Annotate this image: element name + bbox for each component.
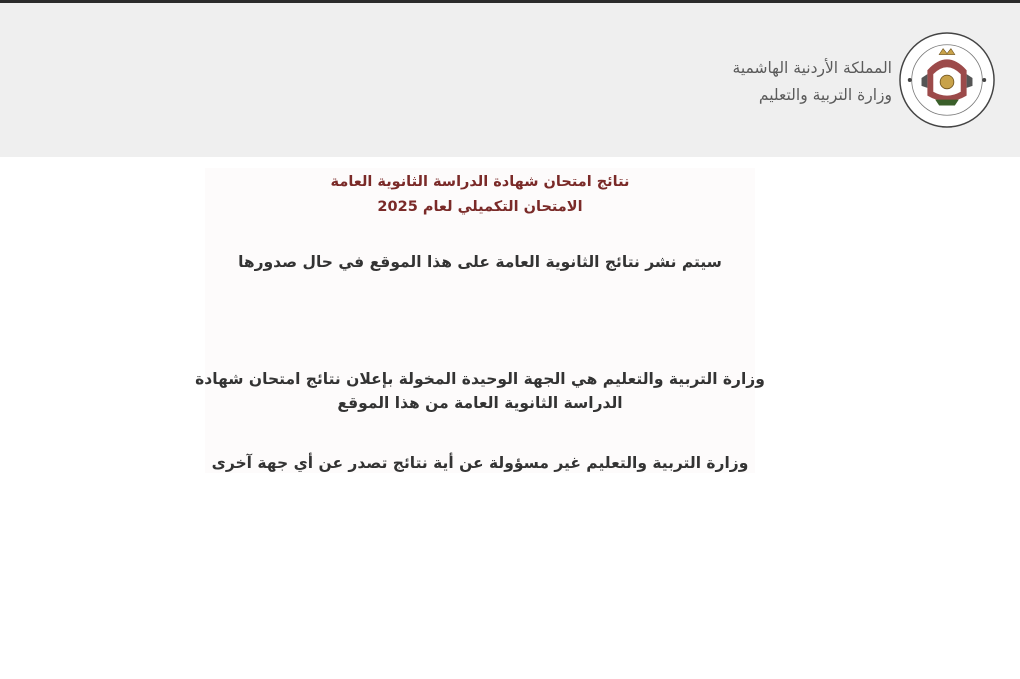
kingdom-name: المملكة الأردنية الهاشمية	[732, 59, 892, 77]
page-title: نتائج امتحان شهادة الدراسة الثانوية العامة	[330, 174, 630, 190]
authority-notice	[175, 367, 785, 415]
authority-notice-line1: وزارة التربية والتعليم هي الجهة الوحيدة المخولة بإعلان نتائج امتحان شهادة	[195, 370, 765, 388]
ministry-name: وزارة التربية والتعليم	[758, 86, 892, 104]
authority-notice-line2: الدراسة الثانوية العامة من هذا الموقع	[337, 394, 623, 412]
ministry-name-block	[733, 55, 892, 109]
publish-notice: سيتم نشر نتائج الثانوية العامة على هذا الموقع في حال صدورها	[238, 253, 722, 271]
disclaimer-notice: وزارة التربية والتعليم غير مسؤولة عن أية نتائج تصدر عن أي جهة آخرى	[211, 454, 749, 472]
exam-subtitle: الامتحان التكميلي لعام 2025	[377, 199, 583, 215]
results-notice-panel	[195, 168, 765, 473]
site-header	[0, 3, 1020, 157]
ministry-seal-logo	[898, 31, 996, 129]
